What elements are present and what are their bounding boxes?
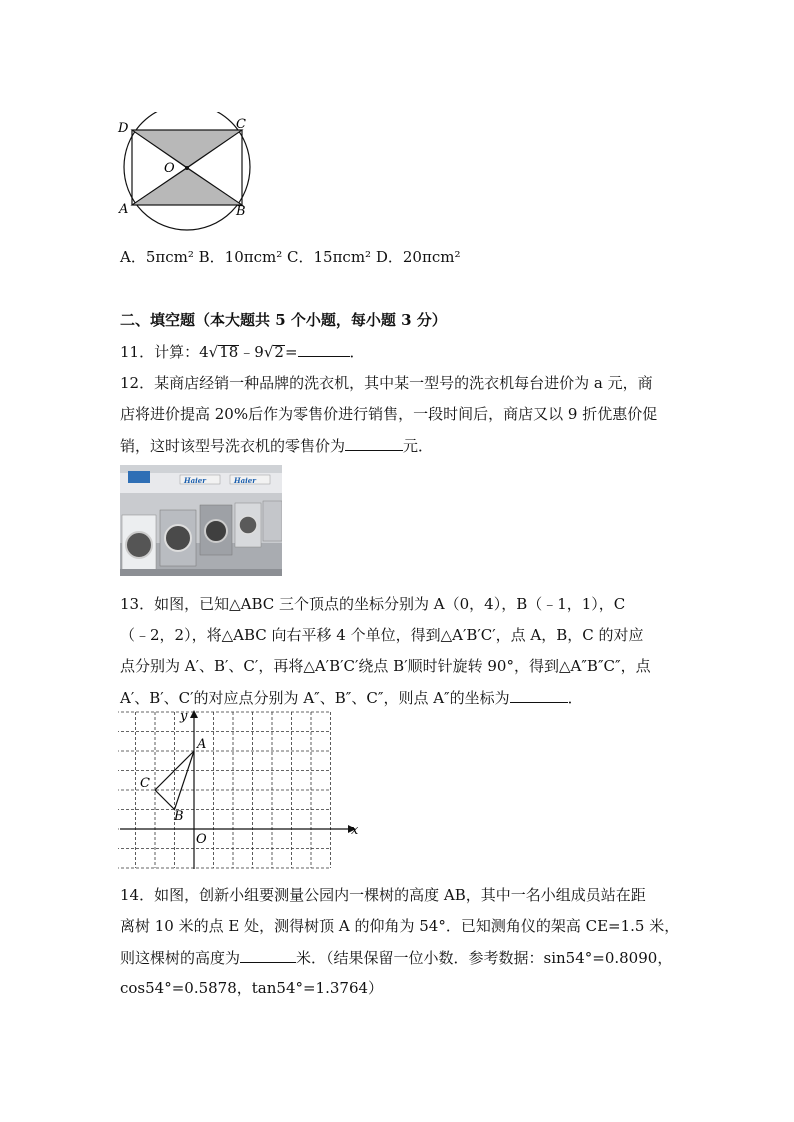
q11-suffix: = xyxy=(284,343,298,361)
washing-machine-photo xyxy=(120,465,282,576)
point-label-b: B xyxy=(174,809,184,824)
point-label-a: A xyxy=(197,737,207,752)
origin-label: O xyxy=(196,832,207,847)
q13-line4-prefix: A′、B′、C′的对应点分别为 A″、B″、C″，则点 A″的坐标为 xyxy=(120,689,510,707)
q11-end: ． xyxy=(349,343,365,361)
label-b: B xyxy=(236,204,246,219)
axis-label-x: x xyxy=(351,823,359,838)
q11-mid: ﹣9 xyxy=(239,343,264,361)
coordinate-grid-figure xyxy=(118,706,362,872)
q13-line1: 13．如图，已知△ABC 三个顶点的坐标分别为 A（0，4），B（﹣1，1），C xyxy=(120,595,626,613)
section2-heading: 二、填空题（本大题共 5 个小题，每小题 3 分） xyxy=(120,311,447,329)
radical-icon: √ xyxy=(208,343,219,361)
q12-line3-prefix: 销，这时该型号洗衣机的零售价为 xyxy=(120,437,346,455)
q11-rad2: 2 xyxy=(274,343,284,361)
circle-rectangle-figure xyxy=(112,112,262,232)
q14-line2: 离树 10 米的点 E 处，测得树顶 A 的仰角为 54°．已知测角仪的架高 CE=1.5 米， xyxy=(120,917,680,935)
q12-line3 xyxy=(120,438,433,454)
q13-line2: （﹣2，2），将△ABC 向右平移 4 个单位，得到△A′B′C′，点 A，B，C 的对应 xyxy=(120,626,644,644)
axis-label-y: y xyxy=(180,709,188,724)
q14-line3-suffix: 米．（结果保留一位小数．参考数据：sin54°=0.8090， xyxy=(296,949,673,967)
answer-blank xyxy=(240,950,296,963)
q10-options: A．5πcm² B．10πcm² C．15πcm² D．20πcm² xyxy=(120,248,461,266)
q14-line3-prefix: 则这棵树的高度为 xyxy=(120,949,241,967)
q14-line4: cos54°=0.5878，tan54°=1.3764） xyxy=(120,979,384,997)
q13-line4-suffix: ． xyxy=(567,689,583,707)
q11 xyxy=(120,344,365,360)
photo-sign-1: Haier xyxy=(184,476,206,485)
q11-prefix: 11．计算：4 xyxy=(120,343,209,361)
answer-blank xyxy=(345,438,403,451)
q11-rad1: 18 xyxy=(219,343,239,361)
q13-line4 xyxy=(120,690,583,706)
q12-line3-suffix: 元． xyxy=(403,437,434,455)
point-label-c: C xyxy=(140,776,150,791)
q12-line2: 店将进价提高 20%后作为零售价进行销售，一段时间后，商店又以 9 折优惠价促 xyxy=(120,405,658,423)
label-c: C xyxy=(236,117,246,132)
radical-icon: √ xyxy=(263,343,274,361)
q12-line1: 12．某商店经销一种品牌的洗衣机，其中某一型号的洗衣机每台进价为 a 元，商 xyxy=(120,374,653,392)
photo-sign-2: Haier xyxy=(234,476,256,485)
q14-line3 xyxy=(120,950,672,966)
answer-blank xyxy=(510,690,568,703)
label-a: A xyxy=(119,202,129,217)
answer-blank xyxy=(298,344,350,357)
q13-line3: 点分别为 A′、B′、C′，再将△A′B′C′绕点 B′顺时针旋转 90°，得到△A″B″C″，点 xyxy=(120,657,651,675)
q14-line1: 14．如图，创新小组要测量公园内一棵树的高度 AB，其中一名小组成员站在距 xyxy=(120,886,646,904)
y-axis-arrow-icon xyxy=(190,710,198,718)
label-o: O xyxy=(164,161,175,176)
label-d: D xyxy=(118,121,129,136)
